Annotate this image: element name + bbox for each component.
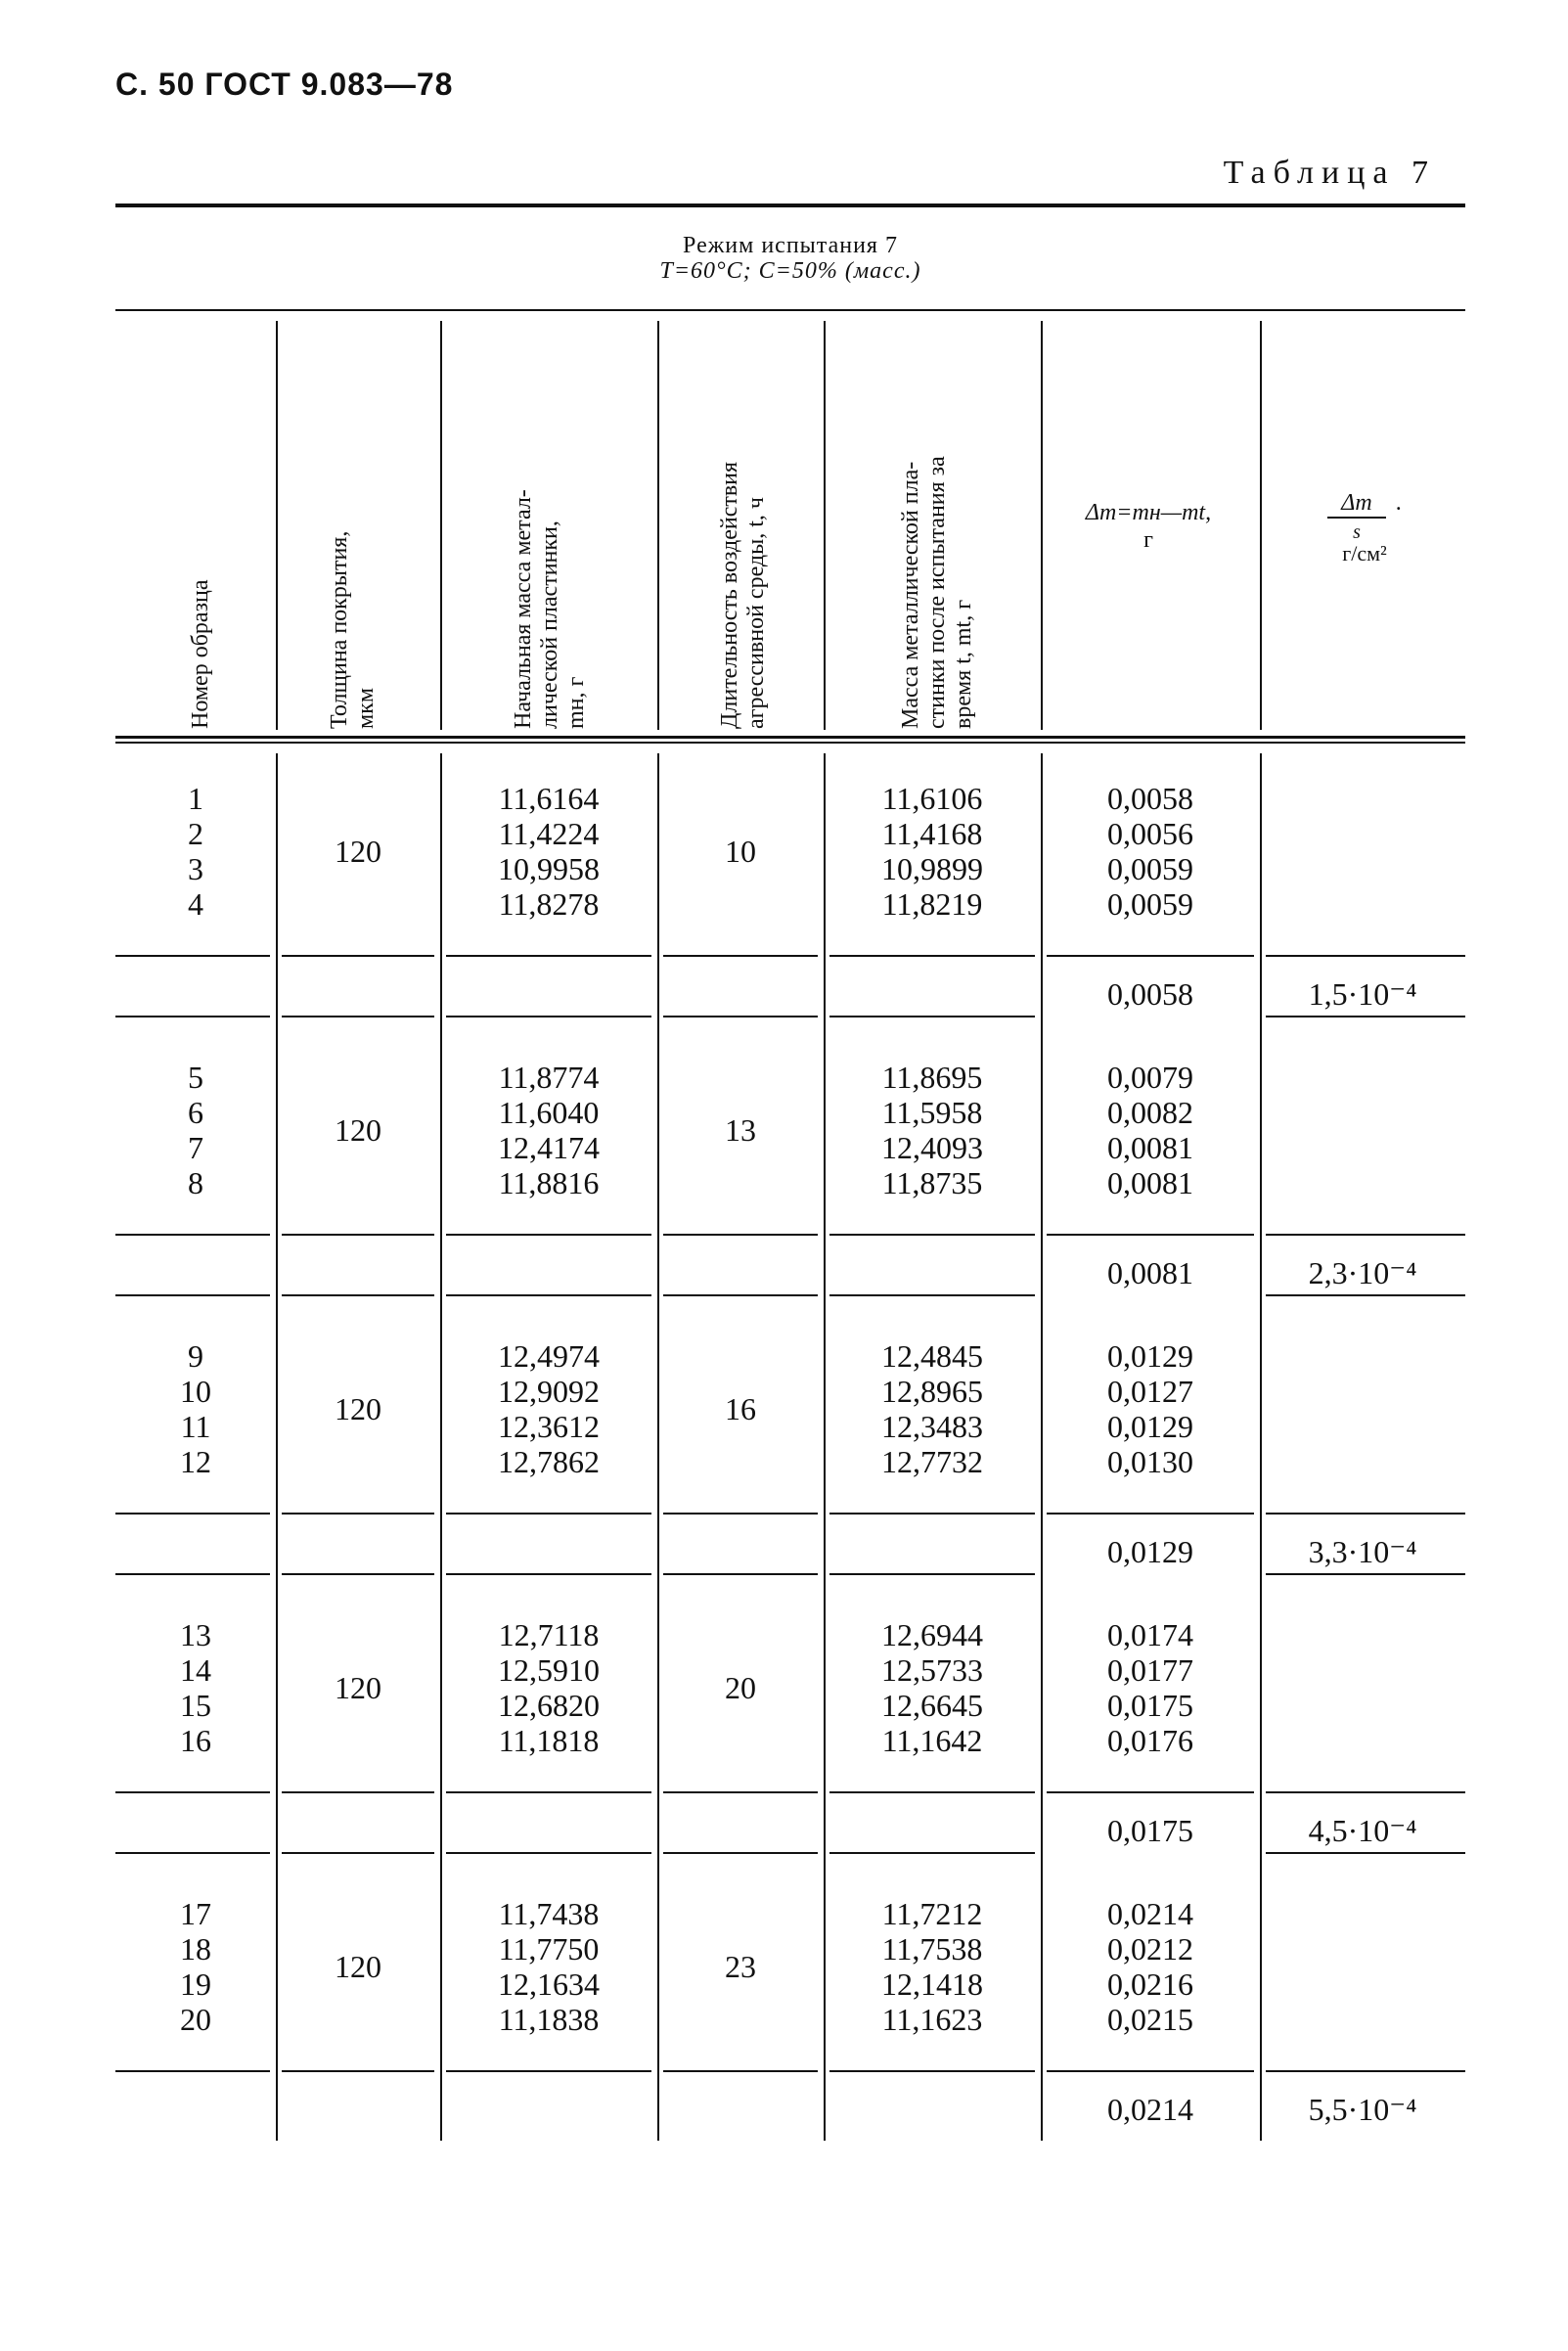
- exposure-duration: 16: [725, 1391, 756, 1426]
- group-separator: [115, 1234, 270, 1236]
- initial-mass-value: 11,6164: [498, 781, 600, 816]
- group-separator: [1266, 1234, 1465, 1236]
- mass-loss: [1043, 781, 1258, 922]
- mean-row-separator: [1266, 1016, 1465, 1017]
- header-thickness-line-2: мкм: [353, 687, 379, 729]
- mass-loss-value: 0,0127: [1107, 1374, 1193, 1409]
- header-rule-second: [115, 742, 1465, 744]
- ratio-denominator: s: [1353, 521, 1361, 543]
- mean-row-separator: [663, 1016, 818, 1017]
- mass-after-test-value: 12,6645: [881, 1688, 983, 1723]
- exposure-duration: 20: [725, 1670, 756, 1705]
- mean-mass-loss: 0,0081: [1107, 1255, 1193, 1290]
- page-reference: С. 50 ГОСТ 9.083—78: [115, 67, 454, 102]
- header-mass-after-line-1: Масса металлической пла-: [898, 461, 923, 729]
- mass-loss: [1043, 1896, 1258, 2037]
- mass-loss: [1043, 1060, 1258, 1200]
- column-divider-header: [440, 321, 442, 730]
- initial-mass: [441, 1338, 656, 1479]
- group-separator: [829, 955, 1035, 957]
- mean-row-separator: [663, 1294, 818, 1296]
- header-initial-mass-line-2: лической пластинки,: [537, 520, 562, 729]
- group-separator: [1266, 1513, 1465, 1515]
- sample-numbers-value: 3: [188, 851, 203, 886]
- mass-after-test-value: 12,6944: [881, 1617, 983, 1652]
- column-divider-header: [824, 321, 826, 730]
- header-delta-m: [1041, 499, 1256, 554]
- mean-mass-loss: 0,0129: [1107, 1534, 1193, 1569]
- mass-after-test-value: 11,5958: [881, 1095, 983, 1130]
- header-mass-after-line-2: стинки после испытания за: [924, 456, 950, 729]
- mean-row-separator: [829, 1294, 1035, 1296]
- mean-row-separator: [115, 1016, 270, 1017]
- mass-loss-value: 0,0059: [1107, 851, 1193, 886]
- ratio-numerator: Δm: [1327, 489, 1385, 519]
- mass-after-test: [825, 1338, 1040, 1479]
- group-separator: [663, 1513, 818, 1515]
- sample-numbers-value: 9: [188, 1338, 203, 1374]
- initial-mass-value: 12,1634: [498, 1967, 600, 2002]
- header-initial-mass-line-3: mн, г: [563, 676, 589, 729]
- initial-mass-value: 12,9092: [498, 1374, 600, 1409]
- mass-loss-value: 0,0059: [1107, 886, 1193, 922]
- mass-after-test-value: 11,8695: [881, 1060, 983, 1095]
- mean-row-separator: [115, 1852, 270, 1854]
- mass-loss-value: 0,0129: [1107, 1338, 1193, 1374]
- header-rule: [115, 736, 1465, 739]
- mean-row-separator: [446, 1016, 651, 1017]
- mean-row-separator: [282, 1016, 434, 1017]
- initial-mass-value: 11,4224: [498, 816, 600, 851]
- group-separator: [446, 1234, 651, 1236]
- mass-loss-value: 0,0129: [1107, 1409, 1193, 1444]
- mass-loss-value: 0,0081: [1107, 1130, 1193, 1165]
- mean-mass-loss: 0,0058: [1107, 976, 1193, 1012]
- group-separator: [663, 955, 818, 957]
- sample-numbers-value: 20: [180, 2002, 211, 2037]
- mass-loss-value: 0,0216: [1107, 1967, 1193, 2002]
- initial-mass-value: 11,1838: [498, 2002, 600, 2037]
- specific-mass-loss: 2,3·10⁻⁴: [1308, 1255, 1417, 1290]
- group-separator: [1266, 1791, 1465, 1793]
- group-separator: [446, 1791, 651, 1793]
- mass-loss-value: 0,0177: [1107, 1652, 1193, 1688]
- top-rule: [115, 203, 1465, 207]
- exposure-duration: 10: [725, 834, 756, 869]
- sample-numbers-value: 17: [180, 1896, 211, 1931]
- test-mode-caption: [115, 233, 1465, 284]
- mean-row-separator: [1266, 1852, 1465, 1854]
- initial-mass-value: 10,9958: [498, 851, 600, 886]
- group-separator: [446, 2070, 651, 2072]
- group-separator: [829, 2070, 1035, 2072]
- mass-after-test-value: 12,3483: [881, 1409, 983, 1444]
- sample-numbers-value: 12: [180, 1444, 211, 1479]
- mass-after-test-value: 11,8735: [881, 1165, 983, 1200]
- group-separator: [446, 955, 651, 957]
- mass-after-test-value: 12,7732: [881, 1444, 983, 1479]
- sample-numbers-value: 14: [180, 1652, 211, 1688]
- mass-after-test-value: 11,4168: [881, 816, 983, 851]
- ratio-tail: .: [1395, 490, 1402, 516]
- group-separator: [282, 1513, 434, 1515]
- mass-loss-value: 0,0079: [1107, 1060, 1193, 1095]
- mass-loss-value: 0,0174: [1107, 1617, 1193, 1652]
- mean-row-separator: [282, 1294, 434, 1296]
- header-sample-no-line: Номер образца: [188, 579, 213, 729]
- group-separator: [663, 1791, 818, 1793]
- sample-numbers-value: 4: [188, 886, 203, 922]
- header-thickness: [327, 531, 380, 729]
- initial-mass-value: 12,7118: [498, 1617, 600, 1652]
- mass-after-test: [825, 781, 1040, 922]
- sample-numbers-value: 1: [188, 781, 203, 816]
- header-initial-mass-line-1: Начальная масса метал-: [511, 489, 536, 729]
- sample-numbers-value: 6: [188, 1095, 203, 1130]
- initial-mass-value: 11,8278: [498, 886, 600, 922]
- mass-loss-value: 0,0081: [1107, 1165, 1193, 1200]
- sample-numbers-value: 11: [180, 1409, 211, 1444]
- sample-numbers-value: 19: [180, 1967, 211, 2002]
- header-duration-line-1: Длительность воздействия: [717, 461, 742, 729]
- coating-thickness: 120: [335, 1391, 381, 1426]
- sample-numbers-value: 5: [188, 1060, 203, 1095]
- group-separator: [1266, 955, 1465, 957]
- mean-row-separator: [1266, 1573, 1465, 1575]
- mass-loss-value: 0,0082: [1107, 1095, 1193, 1130]
- sample-numbers-value: 7: [188, 1130, 203, 1165]
- group-separator: [829, 1791, 1035, 1793]
- sample-numbers-value: 13: [180, 1617, 211, 1652]
- mass-loss-value: 0,0175: [1107, 1688, 1193, 1723]
- column-divider-body: [657, 753, 659, 2141]
- initial-mass-value: 11,8774: [498, 1060, 600, 1095]
- mass-after-test-value: 11,7538: [881, 1931, 983, 1967]
- mass-loss-value: 0,0214: [1107, 1896, 1193, 1931]
- group-separator: [1047, 2070, 1254, 2072]
- initial-mass-value: 12,6820: [498, 1688, 600, 1723]
- sample-numbers-value: 18: [180, 1931, 211, 1967]
- column-divider-header: [1260, 321, 1262, 730]
- group-separator: [282, 1791, 434, 1793]
- mass-after-test-value: 12,1418: [881, 1967, 983, 2002]
- header-initial-mass: [511, 489, 590, 729]
- header-thickness-line-1: Толщина покрытия,: [327, 530, 352, 729]
- header-delta-m-line-1: Δm=mн—mt,: [1085, 500, 1212, 525]
- group-separator: [115, 1513, 270, 1515]
- group-separator: [115, 2070, 270, 2072]
- header-delta-m-line-2: г: [1143, 527, 1153, 553]
- initial-mass-value: 11,1818: [498, 1723, 600, 1758]
- mode-title: Режим испытания 7: [683, 233, 898, 258]
- header-duration: [717, 462, 770, 729]
- column-divider-body: [1260, 753, 1262, 2141]
- group-separator: [829, 1234, 1035, 1236]
- mass-after-test-value: 11,1642: [881, 1723, 983, 1758]
- mass-loss-value: 0,0215: [1107, 2002, 1193, 2037]
- table-label: Таблица 7: [1223, 155, 1436, 191]
- group-separator: [829, 1513, 1035, 1515]
- sample-numbers-value: 8: [188, 1165, 203, 1200]
- group-separator: [1266, 2070, 1465, 2072]
- group-separator: [282, 1234, 434, 1236]
- group-separator: [1047, 955, 1254, 957]
- group-separator: [663, 1234, 818, 1236]
- initial-mass: [441, 1617, 656, 1758]
- mean-row-separator: [115, 1573, 270, 1575]
- mass-loss-value: 0,0056: [1107, 816, 1193, 851]
- initial-mass-value: 11,6040: [498, 1095, 600, 1130]
- column-divider-header: [276, 321, 278, 730]
- initial-mass: [441, 781, 656, 922]
- exposure-duration: 23: [725, 1949, 756, 1984]
- mass-loss: [1043, 1617, 1258, 1758]
- group-separator: [115, 955, 270, 957]
- initial-mass-value: 11,7750: [498, 1931, 600, 1967]
- initial-mass-value: 11,8816: [498, 1165, 600, 1200]
- group-separator: [1047, 1791, 1254, 1793]
- mass-after-test: [825, 1060, 1040, 1200]
- sample-numbers-value: 16: [180, 1723, 211, 1758]
- mass-after-test-value: 11,7212: [881, 1896, 983, 1931]
- mass-after-test-value: 12,5733: [881, 1652, 983, 1688]
- column-divider-header: [657, 321, 659, 730]
- mass-after-test-value: 11,8219: [881, 886, 983, 922]
- initial-mass: [441, 1896, 656, 2037]
- mean-row-separator: [282, 1573, 434, 1575]
- coating-thickness: 120: [335, 834, 381, 869]
- mean-row-separator: [446, 1294, 651, 1296]
- initial-mass-value: 12,7862: [498, 1444, 600, 1479]
- group-separator: [1047, 1234, 1254, 1236]
- mass-loss-value: 0,0058: [1107, 781, 1193, 816]
- header-ratio: [1262, 489, 1467, 567]
- sample-numbers-value: 10: [180, 1374, 211, 1409]
- mass-after-test-value: 11,6106: [881, 781, 983, 816]
- mass-loss: [1043, 1338, 1258, 1479]
- ratio-unit: г/см²: [1342, 541, 1387, 565]
- coating-thickness: 120: [335, 1670, 381, 1705]
- mass-after-test-value: 10,9899: [881, 851, 983, 886]
- mean-row-separator: [1266, 1294, 1465, 1296]
- mean-mass-loss: 0,0175: [1107, 1813, 1193, 1848]
- mode-conditions: T=60°C; C=50% (масс.): [659, 258, 921, 284]
- ratio-fraction: [1327, 489, 1385, 546]
- column-divider-header: [1041, 321, 1043, 730]
- mean-row-separator: [829, 1852, 1035, 1854]
- initial-mass-value: 12,4174: [498, 1130, 600, 1165]
- mass-loss-value: 0,0212: [1107, 1931, 1193, 1967]
- mean-row-separator: [446, 1573, 651, 1575]
- group-separator: [446, 1513, 651, 1515]
- group-separator: [115, 1791, 270, 1793]
- header-duration-line-2: агрессивной среды, t, ч: [743, 497, 769, 729]
- coating-thickness: 120: [335, 1949, 381, 1984]
- group-separator: [1047, 1513, 1254, 1515]
- mean-row-separator: [115, 1294, 270, 1296]
- mean-row-separator: [663, 1573, 818, 1575]
- mean-row-separator: [829, 1016, 1035, 1017]
- group-separator: [663, 2070, 818, 2072]
- mass-after-test-value: 11,1623: [881, 2002, 983, 2037]
- mode-rule: [115, 309, 1465, 311]
- header-mass-after: [898, 456, 977, 729]
- header-sample-no: [188, 579, 214, 729]
- mass-loss-value: 0,0176: [1107, 1723, 1193, 1758]
- initial-mass-value: 12,3612: [498, 1409, 600, 1444]
- header-mass-after-line-3: время t, mt, г: [951, 599, 976, 729]
- mean-row-separator: [446, 1852, 651, 1854]
- mass-after-test: [825, 1896, 1040, 2037]
- initial-mass-value: 11,7438: [498, 1896, 600, 1931]
- specific-mass-loss: 5,5·10⁻⁴: [1308, 2092, 1417, 2127]
- mean-mass-loss: 0,0214: [1107, 2092, 1193, 2127]
- mass-after-test-value: 12,4845: [881, 1338, 983, 1374]
- group-separator: [282, 955, 434, 957]
- coating-thickness: 120: [335, 1112, 381, 1148]
- sample-numbers-value: 15: [180, 1688, 211, 1723]
- specific-mass-loss: 4,5·10⁻⁴: [1308, 1813, 1417, 1848]
- mass-after-test-value: 12,8965: [881, 1374, 983, 1409]
- initial-mass: [441, 1060, 656, 1200]
- specific-mass-loss: 1,5·10⁻⁴: [1308, 976, 1417, 1012]
- initial-mass-value: 12,5910: [498, 1652, 600, 1688]
- mean-row-separator: [663, 1852, 818, 1854]
- initial-mass-value: 12,4974: [498, 1338, 600, 1374]
- group-separator: [282, 2070, 434, 2072]
- mass-after-test: [825, 1617, 1040, 1758]
- mass-loss-value: 0,0130: [1107, 1444, 1193, 1479]
- sample-numbers-value: 2: [188, 816, 203, 851]
- mass-after-test-value: 12,4093: [881, 1130, 983, 1165]
- mean-row-separator: [282, 1852, 434, 1854]
- specific-mass-loss: 3,3·10⁻⁴: [1308, 1534, 1417, 1569]
- exposure-duration: 13: [725, 1112, 756, 1148]
- mean-row-separator: [829, 1573, 1035, 1575]
